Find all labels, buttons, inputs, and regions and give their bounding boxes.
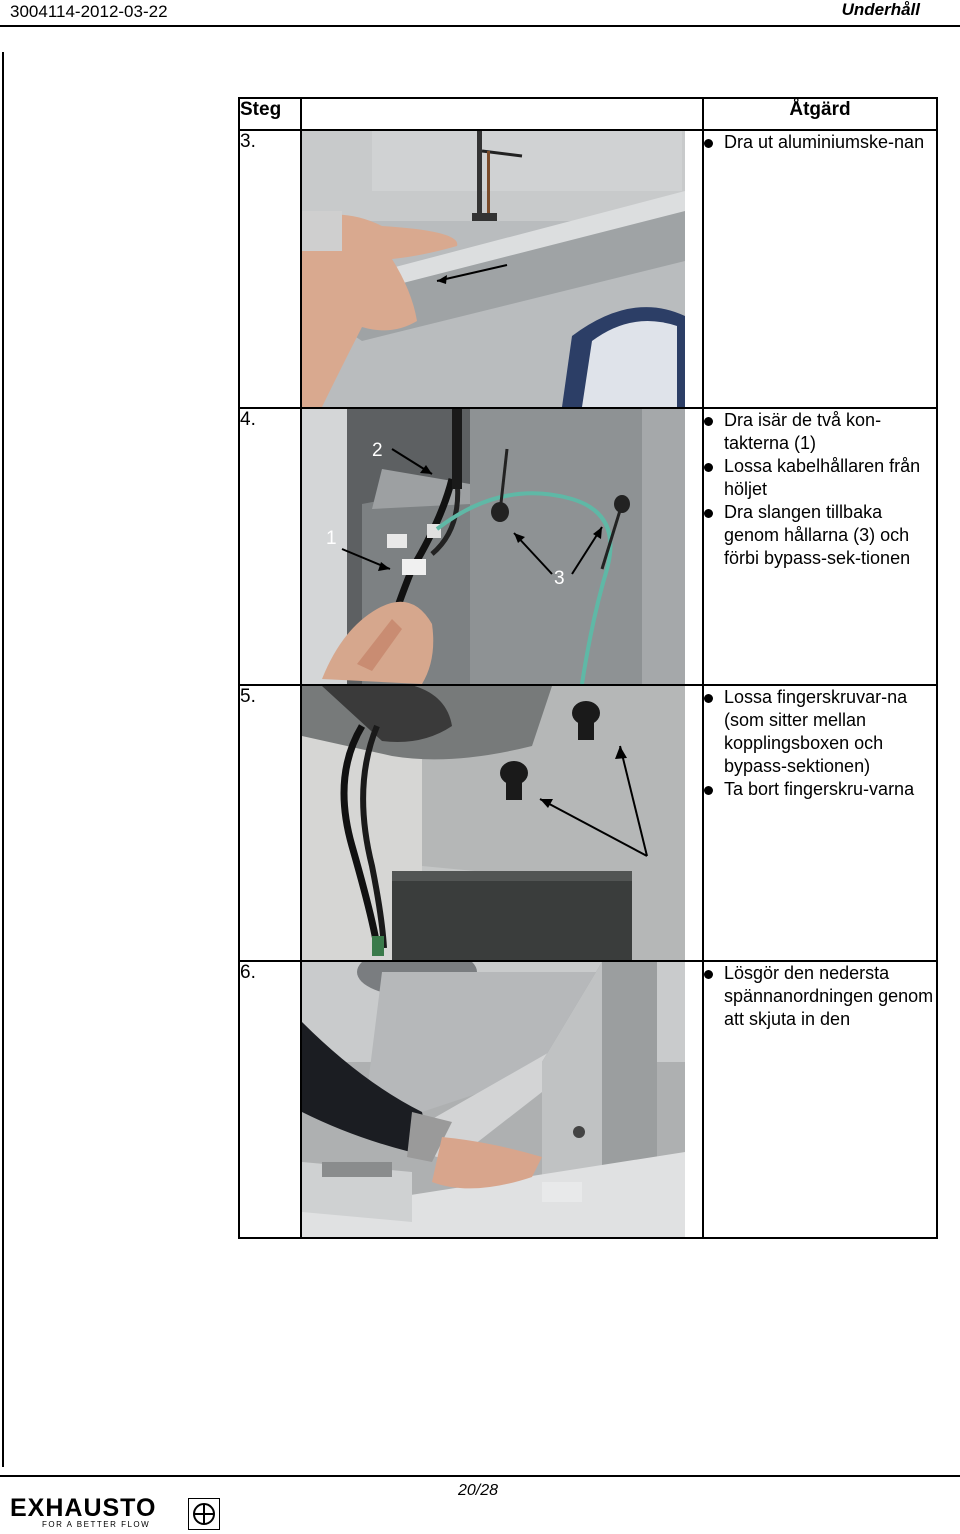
instruction-item: Dra isär de två kon-takterna (1) <box>704 409 936 455</box>
step-photo-cell <box>301 130 703 408</box>
footer-rule <box>0 1475 960 1477</box>
bullet-icon <box>704 509 713 518</box>
bullet-icon <box>704 694 713 703</box>
bullet-icon <box>704 970 713 979</box>
page-number: 20/28 <box>458 1482 499 1499</box>
step-instructions <box>703 961 937 1238</box>
step-number: 6. <box>239 961 301 1238</box>
bullet-icon <box>704 463 713 472</box>
step-photo-cell <box>301 961 703 1238</box>
col-action-header: Åtgärd <box>703 98 937 130</box>
logo-symbol-icon <box>188 1498 220 1530</box>
section-title: Underhåll <box>841 0 920 19</box>
logo-wordmark: EXHAUSTO <box>10 1494 157 1522</box>
callout-label: 1 <box>326 528 337 549</box>
table-header-row <box>239 98 937 130</box>
logo-tagline: FOR A BETTER FLOW <box>42 1520 151 1529</box>
instruction-item: Ta bort fingerskru-varna <box>704 778 936 801</box>
instruction-item: Dra slangen tillbaka genom hållarna (3) och förbi bypass-sek-tionen <box>704 501 936 570</box>
step-instructions <box>703 685 937 961</box>
left-margin-bar <box>2 52 4 1467</box>
document-id: 3004114-2012-03-22 <box>10 2 168 21</box>
photo-disconnect-contacts <box>302 409 685 684</box>
step-row-6 <box>239 961 937 1238</box>
col-step-header: Steg <box>239 98 301 130</box>
step-number: 4. <box>239 408 301 685</box>
photo-finger-screws <box>302 686 685 960</box>
instruction-item: Lossa kabelhållaren från höljet <box>704 455 936 501</box>
step-number: 3. <box>239 130 301 408</box>
step-photo-cell <box>301 685 703 961</box>
step-row-5 <box>239 685 937 961</box>
photo-lower-tensioner <box>302 962 685 1237</box>
photo-pull-aluminium-rail <box>302 131 685 407</box>
exhausto-logo <box>10 1494 220 1530</box>
callout-label: 3 <box>554 568 565 589</box>
col-image-header <box>301 98 703 130</box>
bullet-icon <box>704 417 713 426</box>
step-row-4 <box>239 408 937 685</box>
step-number: 5. <box>239 685 301 961</box>
step-row-3 <box>239 130 937 408</box>
callout-label: 2 <box>372 440 383 461</box>
step-photo-cell <box>301 408 703 685</box>
instruction-item: Lösgör den nedersta spännanordningen genom att skjuta in den <box>704 962 936 1031</box>
step-instructions <box>703 408 937 685</box>
header-rule <box>0 25 960 27</box>
steps-table <box>238 97 938 1239</box>
instruction-item: Lossa fingerskruvar-na (som sitter mellan kopplingsboxen och bypass-sektionen) <box>704 686 936 778</box>
instruction-item: Dra ut aluminiumske-nan <box>704 131 936 154</box>
bullet-icon <box>704 786 713 795</box>
bullet-icon <box>704 139 713 148</box>
step-instructions <box>703 130 937 408</box>
